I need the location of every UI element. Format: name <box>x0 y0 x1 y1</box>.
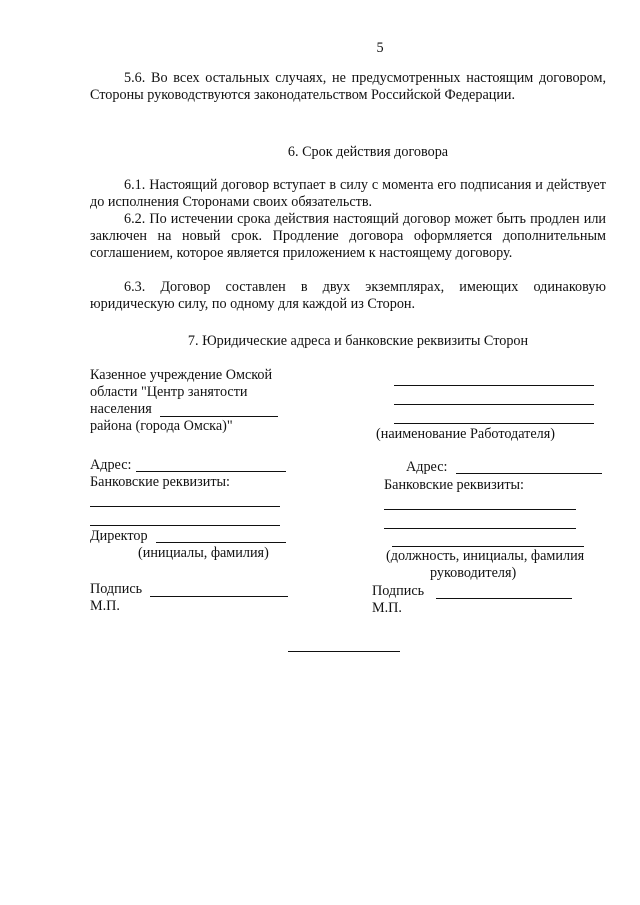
right-position-hint-line1: (должность, инициалы, фамилия <box>386 548 585 564</box>
right-position-blank-line <box>392 546 584 547</box>
clause-6-3: 6.3. Договор составлен в двух экземплярах, имеющих одинаковую юридическую силу, по одному для каждой из Сторон. <box>90 279 606 312</box>
section-6-title: 6. Срок действия договора <box>287 144 449 160</box>
employer-hint: (наименование Работодателя) <box>376 426 555 442</box>
right-signature-blank-line <box>436 598 572 599</box>
left-name-line2: области "Центр занятости <box>90 384 248 400</box>
left-signature-blank-line <box>150 596 288 597</box>
right-seal-label: М.П. <box>372 600 402 616</box>
left-director-blank-line <box>156 542 286 543</box>
left-address-label: Адрес: <box>90 457 132 473</box>
employer-blank-line-2 <box>394 404 594 405</box>
clause-6-1: 6.1. Настоящий договор вступает в силу с момента его подписания и действует до исполнения Сторонами своих обязательств. <box>90 177 606 210</box>
left-bank-label: Банковские реквизиты: <box>90 474 230 490</box>
page-number: 5 <box>376 40 384 56</box>
right-address-blank-line <box>456 473 602 474</box>
employer-blank-line-3 <box>394 423 594 424</box>
right-signature-label: Подпись <box>372 583 425 599</box>
left-director-hint: (инициалы, фамилия) <box>138 545 269 561</box>
left-name-line1: Казенное учреждение Омской <box>90 367 273 383</box>
left-address-blank-line <box>136 471 286 472</box>
district-blank-line <box>160 416 278 417</box>
right-position-hint-line2: руководителя) <box>430 565 517 581</box>
employer-blank-line-1 <box>394 385 594 386</box>
section-7-title: 7. Юридические адреса и банковские реквизиты Сторон <box>187 333 529 349</box>
end-separator-line <box>288 651 400 652</box>
left-bank-blank-line-1 <box>90 506 280 507</box>
left-name-line4: района (города Омска)" <box>90 418 233 434</box>
right-bank-label: Банковские реквизиты: <box>384 477 524 493</box>
left-name-line3: населения <box>90 401 152 417</box>
left-director-label: Директор <box>90 528 148 544</box>
clause-5-6: 5.6. Во всех остальных случаях, не предусмотренных настоящим договором, Стороны руководствуются законодательством Российской Федерации. <box>90 70 606 103</box>
right-bank-blank-line-2 <box>384 528 576 529</box>
left-seal-label: М.П. <box>90 598 120 614</box>
left-signature-label: Подпись <box>90 581 143 597</box>
left-bank-blank-line-2 <box>90 525 280 526</box>
clause-6-2: 6.2. По истечении срока действия настоящий договор может быть продлен или заключен на новый срок. Продление договора оформляется дополнительным соглашением, которое является приложением к настоящему договору. <box>90 211 606 261</box>
right-address-label: Адрес: <box>406 459 448 475</box>
right-bank-blank-line-1 <box>384 509 576 510</box>
